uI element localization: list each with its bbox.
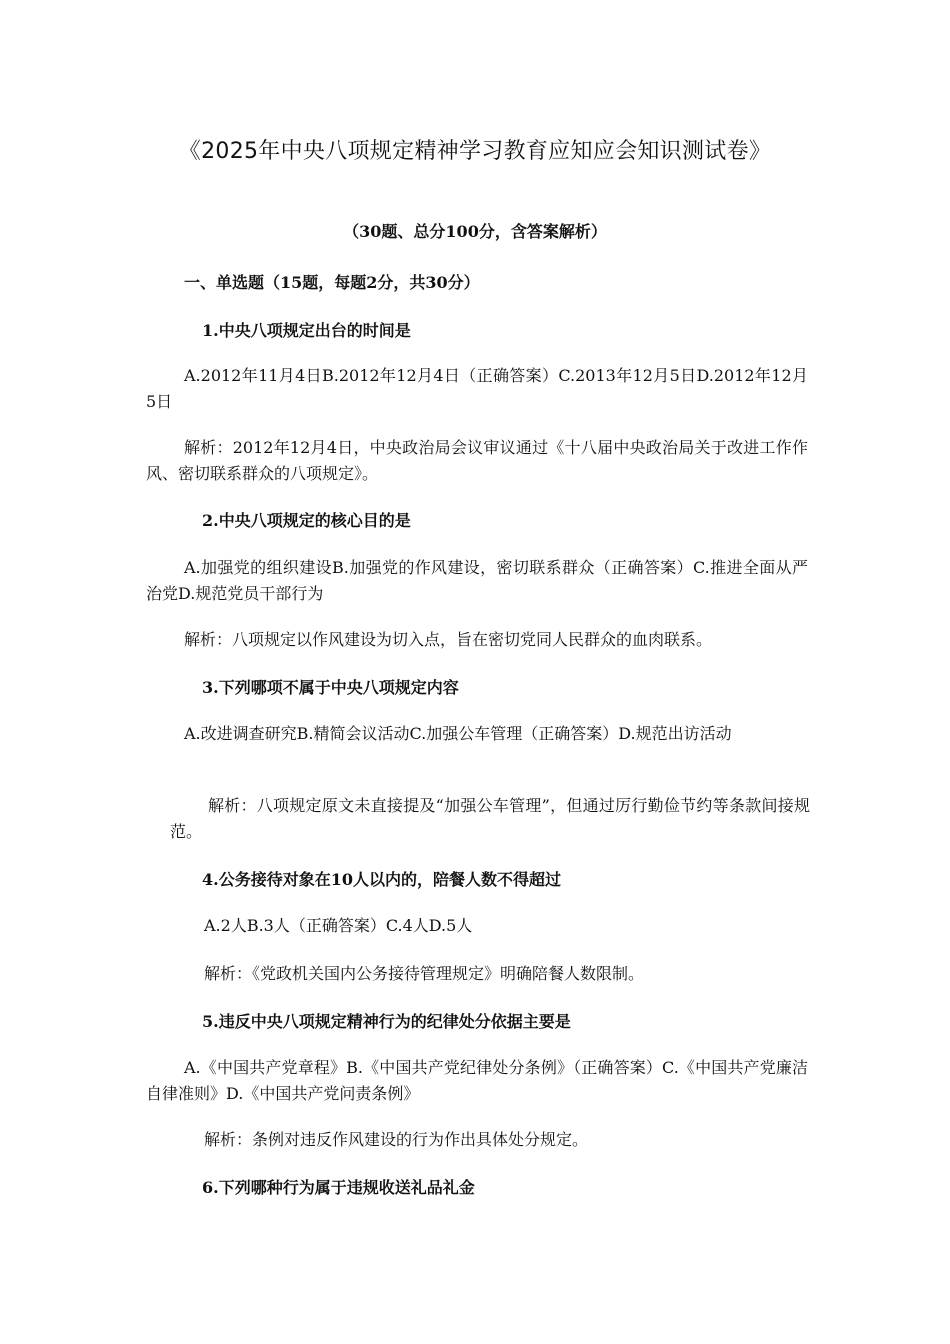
question-4-analysis: 解析：《党政机关国内公务接待管理规定》明确陪餐人数限制。: [204, 964, 645, 983]
question-4-text: 4.公务接待对象在10人以内的，陪餐人数不得超过: [202, 870, 561, 889]
question-3-options: A.改进调查研究B.精简会议活动C.加强公车管理（正确答案）D.规范出访活动: [184, 724, 732, 743]
question-2-options: A.加强党的组织建设B.加强党的作风建设，密切联系群众（正确答案）C.推进全面从严治党D.规范党员干部行为: [146, 558, 808, 603]
question-3-analysis: 解析：八项规定原文未直接提及“加强公车管理”，但通过厉行勤俭节约等条款间接规范。: [170, 796, 810, 841]
question-4-options: A.2人B.3人（正确答案）C.4人D.5人: [204, 916, 473, 935]
question-3-text: 3.下列哪项不属于中央八项规定内容: [202, 678, 459, 697]
question-2-text: 2.中央八项规定的核心目的是: [202, 511, 411, 530]
document-title: 《2025年中央八项规定精神学习教育应知应会知识测试卷》: [178, 139, 772, 164]
question-5-text: 5.违反中央八项规定精神行为的纪律处分依据主要是: [202, 1012, 571, 1031]
question-6-text: 6.下列哪种行为属于违规收送礼品礼金: [202, 1178, 475, 1197]
section-heading: 一、单选题（15题，每题2分，共30分）: [184, 273, 480, 292]
question-1-analysis: 解析：2012年12月4日，中央政治局会议审议通过《十八届中央政治局关于改进工作作风、密切联系群众的八项规定》。: [146, 438, 808, 483]
question-1-options: A.2012年11月4日B.2012年12月4日（正确答案）C.2013年12月5日D.2012年12月5日: [146, 366, 808, 411]
document-subtitle: （30题、总分100分，含答案解析）: [343, 222, 607, 241]
question-5-options: A.《中国共产党章程》B.《中国共产党纪律处分条例》（正确答案）C.《中国共产党廉洁自律准则》D.《中国共产党问责条例》: [146, 1058, 808, 1103]
question-1-text: 1.中央八项规定出台的时间是: [202, 321, 411, 340]
question-5-analysis: 解析：条例对违反作风建设的行为作出具体处分规定。: [204, 1130, 589, 1149]
question-2-analysis: 解析：八项规定以作风建设为切入点，旨在密切党同人民群众的血肉联系。: [184, 630, 713, 649]
